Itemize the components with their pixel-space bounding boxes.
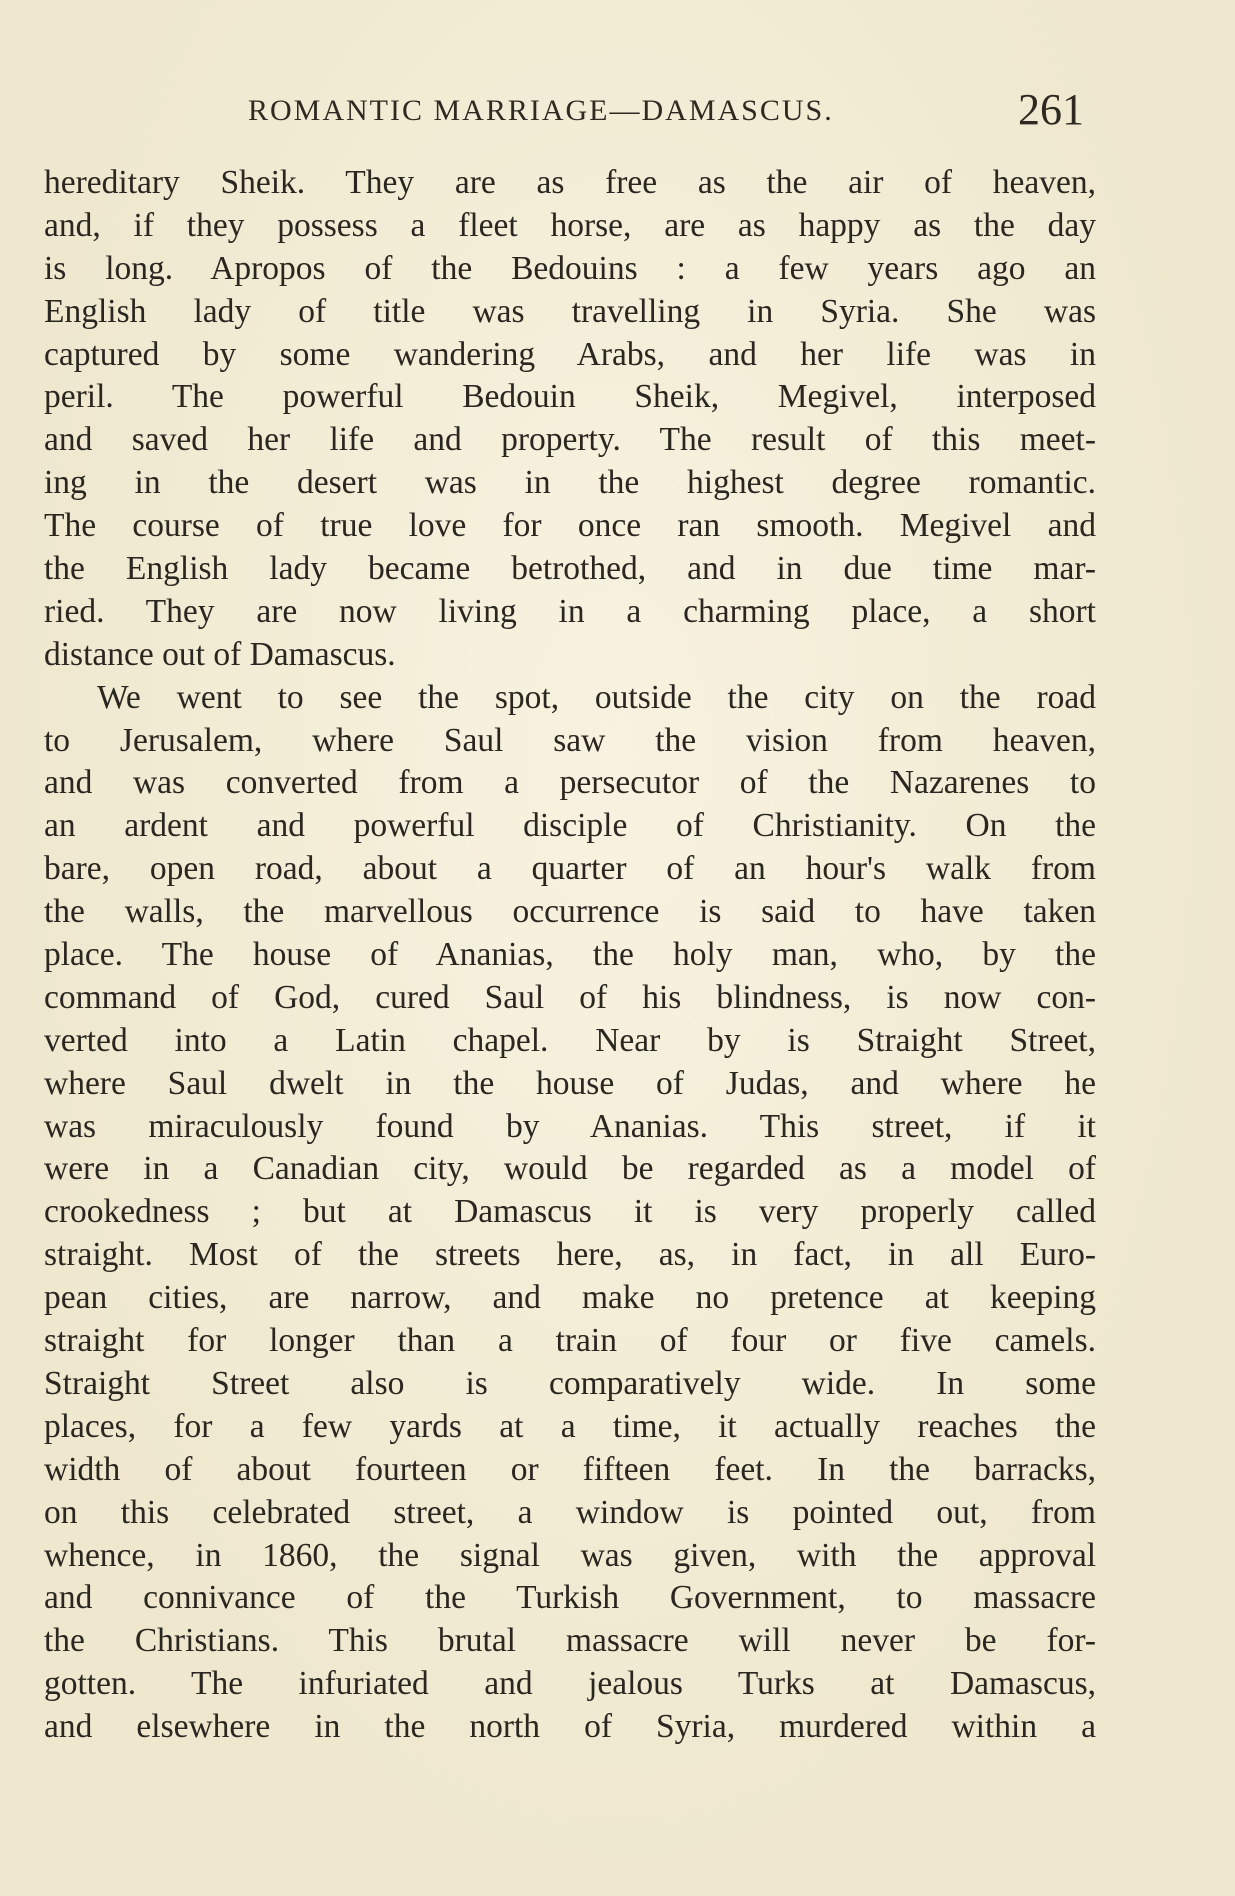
text-line: The course of true love for once ran smooth. Megivel and [44, 507, 1096, 545]
text-line: distance out of Damascus. [44, 635, 396, 673]
text-line: peril. The powerful Bedouin Sheik, Megivel, interposed [44, 378, 1096, 416]
text-line: the English lady became betrothed, and in due time mar- [44, 550, 1096, 588]
text-line: the walls, the marvellous occurrence is said to have taken [44, 893, 1096, 931]
text-line: and elsewhere in the north of Syria, murdered within a [44, 1708, 1096, 1746]
text-line: crookedness ; but at Damascus it is very properly called [44, 1193, 1096, 1231]
text-line: to Jerusalem, where Saul saw the vision from heaven, [44, 721, 1096, 759]
text-line: and was converted from a persecutor of the Nazarenes to [44, 764, 1096, 802]
page-number: 261 [1018, 85, 1084, 134]
text-line: We went to see the spot, outside the city on the road [97, 678, 1096, 716]
text-line: place. The house of Ananias, the holy man, who, by the [44, 936, 1096, 974]
text-line: where Saul dwelt in the house of Judas, and where he [44, 1064, 1096, 1102]
text-line: ing in the desert was in the highest degree romantic. [44, 464, 1096, 502]
text-line: places, for a few yards at a time, it actually reaches the [44, 1407, 1096, 1445]
text-line: hereditary Sheik. They are as free as the air of heaven, [44, 164, 1096, 201]
text-line: bare, open road, about a quarter of an hour's walk from [44, 850, 1096, 888]
text-line: straight. Most of the streets here, as, in fact, in all Euro- [44, 1236, 1096, 1274]
text-line: verted into a Latin chapel. Near by is Straight Street, [44, 1021, 1096, 1059]
body-text [44, 162, 1096, 1749]
text-line: pean cities, are narrow, and make no pretence at keeping [44, 1279, 1096, 1317]
text-line: was miraculously found by Ananias. This street, if it [44, 1107, 1096, 1145]
text-line: ried. They are now living in a charming place, a short [44, 592, 1096, 630]
text-line: and saved her life and property. The result of this meet- [44, 421, 1096, 459]
text-line: an ardent and powerful disciple of Christianity. On the [44, 807, 1096, 845]
running-head [0, 84, 1235, 134]
text-line: straight for longer than a train of four or five camels. [44, 1322, 1096, 1360]
text-line: is long. Apropos of the Bedouins : a few years ago an [44, 249, 1096, 287]
text-line: and, if they possess a fleet horse, are as happy as the day [44, 206, 1096, 244]
text-line: the Christians. This brutal massacre will never be for- [44, 1622, 1096, 1660]
text-line: were in a Canadian city, would be regarded as a model of [44, 1150, 1096, 1188]
text-line: and connivance of the Turkish Government, to massacre [44, 1579, 1096, 1617]
text-line: command of God, cured Saul of his blindness, is now con- [44, 978, 1096, 1016]
running-title: ROMANTIC MARRIAGE—DAMASCUS. [248, 94, 834, 127]
text-line: gotten. The infuriated and jealous Turks at Damascus, [44, 1665, 1096, 1703]
text-line: width of about fourteen or fifteen feet. In the barracks, [44, 1450, 1096, 1488]
text-line: Straight Street also is comparatively wide. In some [44, 1364, 1096, 1402]
text-line: whence, in 1860, the signal was given, with the approval [44, 1536, 1096, 1574]
text-line: captured by some wandering Arabs, and her life was in [44, 335, 1096, 373]
text-line: English lady of title was travelling in Syria. She was [44, 292, 1096, 330]
text-line: on this celebrated street, a window is pointed out, from [44, 1493, 1096, 1531]
